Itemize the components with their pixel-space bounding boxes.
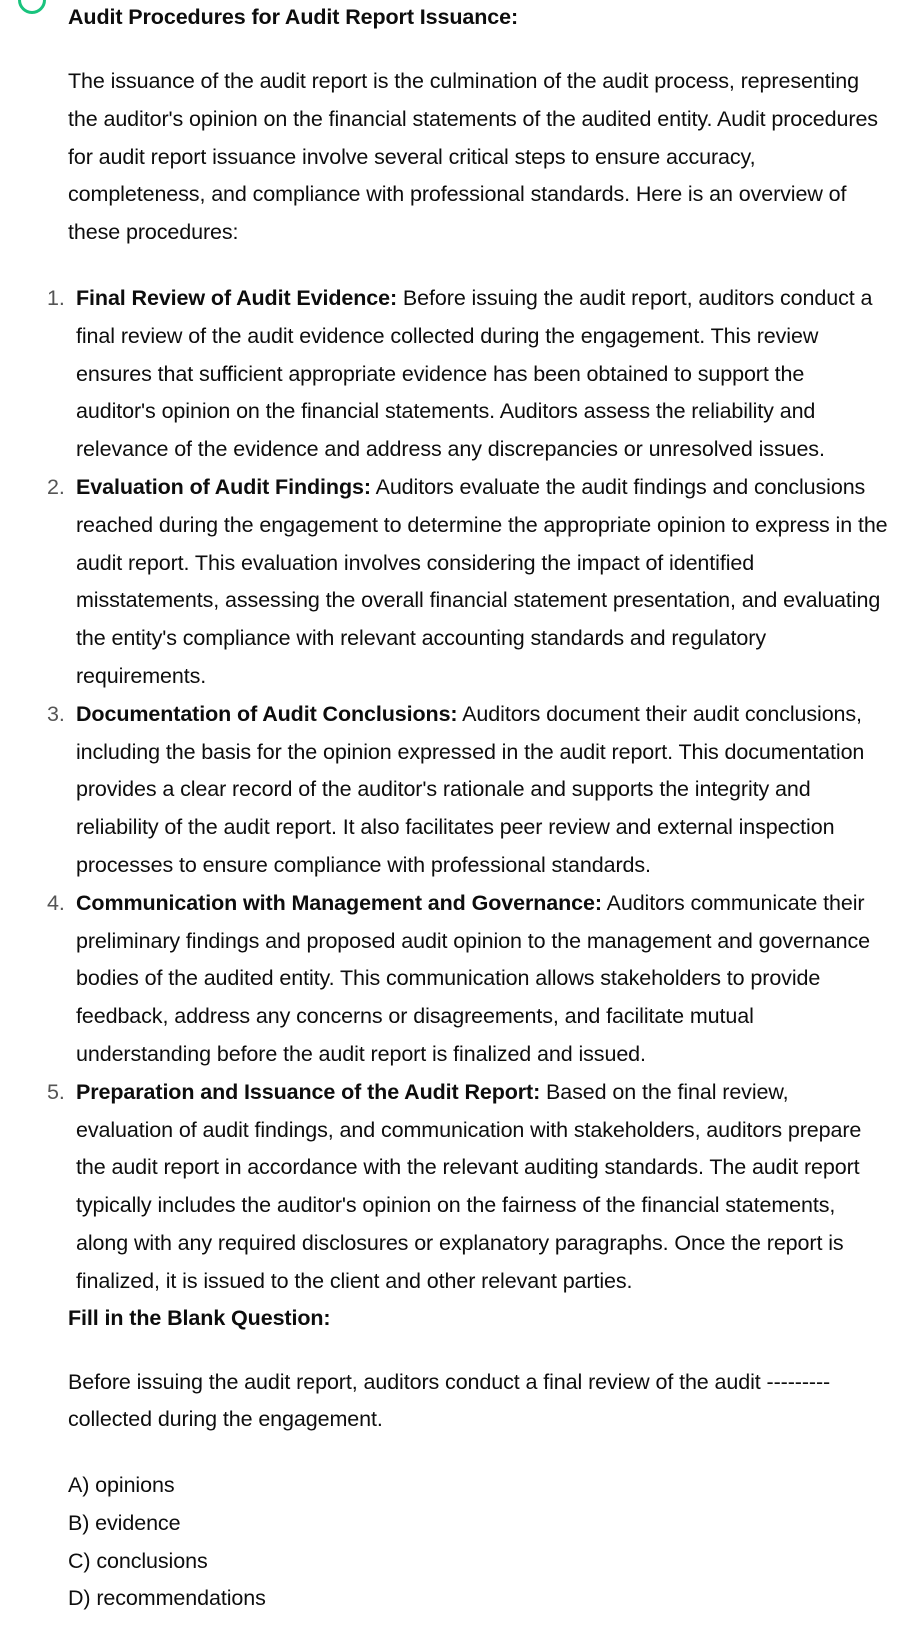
list-item-number: 1. (47, 285, 65, 310)
answer-option: A) opinions (68, 1473, 175, 1498)
list-item (47, 1074, 888, 1301)
list-item-number: 4. (47, 890, 65, 915)
list-item-text: Auditors document their audit conclusions, including the basis for the opinion expressed in the audit report. This documentation provides a clear record of the auditor's rationale and supports the integrity and reliability of the audit report. It also facilitates peer review and external inspection processes to ensure compliance with professional standards. (76, 701, 865, 877)
list-item-text: Auditors communicate their preliminary findings and proposed audit opinion to the management and governance bodies of the audited entity. This communication allows stakeholders to provide feedback, address any concerns or disagreements, and facilitate mutual understanding before the audit report is finalized and issued. (76, 890, 871, 1066)
fill-in-blank-question: Before issuing the audit report, auditors conduct a final review of the audit --------- collected during the engagement. (68, 1369, 831, 1432)
list-item-title: Final Review of Audit Evidence: (76, 285, 398, 310)
list-item (47, 280, 888, 469)
answer-option: D) recommendations (68, 1586, 266, 1611)
list-item-text: Based on the final review, evaluation of audit findings, and communication with stakeholders, auditors prepare the audit report in accordance with the relevant auditing standards. The audit report typically includes the auditor's opinion on the fairness of the financial statements, along with any required disclosures or explanatory paragraphs. Once the report is finalized, it is issued to the client and other relevant parties. (76, 1079, 862, 1293)
section-heading: Audit Procedures for Audit Report Issuance: (68, 5, 519, 29)
list-item-text: Before issuing the audit report, auditors conduct a final review of the audit evidence collected during the engagement. This review ensures that sufficient appropriate evidence has been obtained to support the auditor's opinion on the financial statements. Auditors assess the reliability and relevance of the evidence and address any discrepancies or unresolved issues. (76, 285, 873, 462)
answer-options (68, 1467, 888, 1618)
intro-paragraph: The issuance of the audit report is the culmination of the audit process, representing the auditor's opinion on the financial statements of the audited entity. Audit procedures for audit report issuance involve several critical steps to ensure accuracy, completeness, and compliance with professional standards. Here is an overview of these procedures: (68, 69, 878, 245)
answer-option: C) conclusions (68, 1548, 208, 1573)
list-item-title: Evaluation of Audit Findings: (76, 474, 371, 499)
list-item-title: Documentation of Audit Conclusions: (76, 701, 458, 726)
list-item (47, 469, 888, 696)
answer-option: B) evidence (68, 1510, 181, 1535)
list-item-number: 2. (47, 474, 65, 499)
assistant-avatar-icon (18, 0, 46, 14)
list-item-title: Communication with Management and Governance: (76, 890, 602, 915)
list-item-text: Auditors evaluate the audit findings and conclusions reached during the engagement to determine the appropriate opinion to express in the audit report. This evaluation involves considering the impact of identified misstatements, assessing the overall financial statement presentation, and evaluating the entity's compliance with relevant accounting standards and regulatory requirements. (76, 474, 888, 688)
question-heading: Fill in the Blank Question: (68, 1305, 331, 1330)
list-item-number: 3. (47, 701, 65, 726)
list-item (47, 696, 888, 885)
list-item (47, 885, 888, 1074)
list-item-number: 5. (47, 1079, 65, 1104)
message-content (47, 0, 888, 1618)
list-item-title: Preparation and Issuance of the Audit Report: (76, 1079, 541, 1104)
procedure-list (47, 280, 888, 1301)
